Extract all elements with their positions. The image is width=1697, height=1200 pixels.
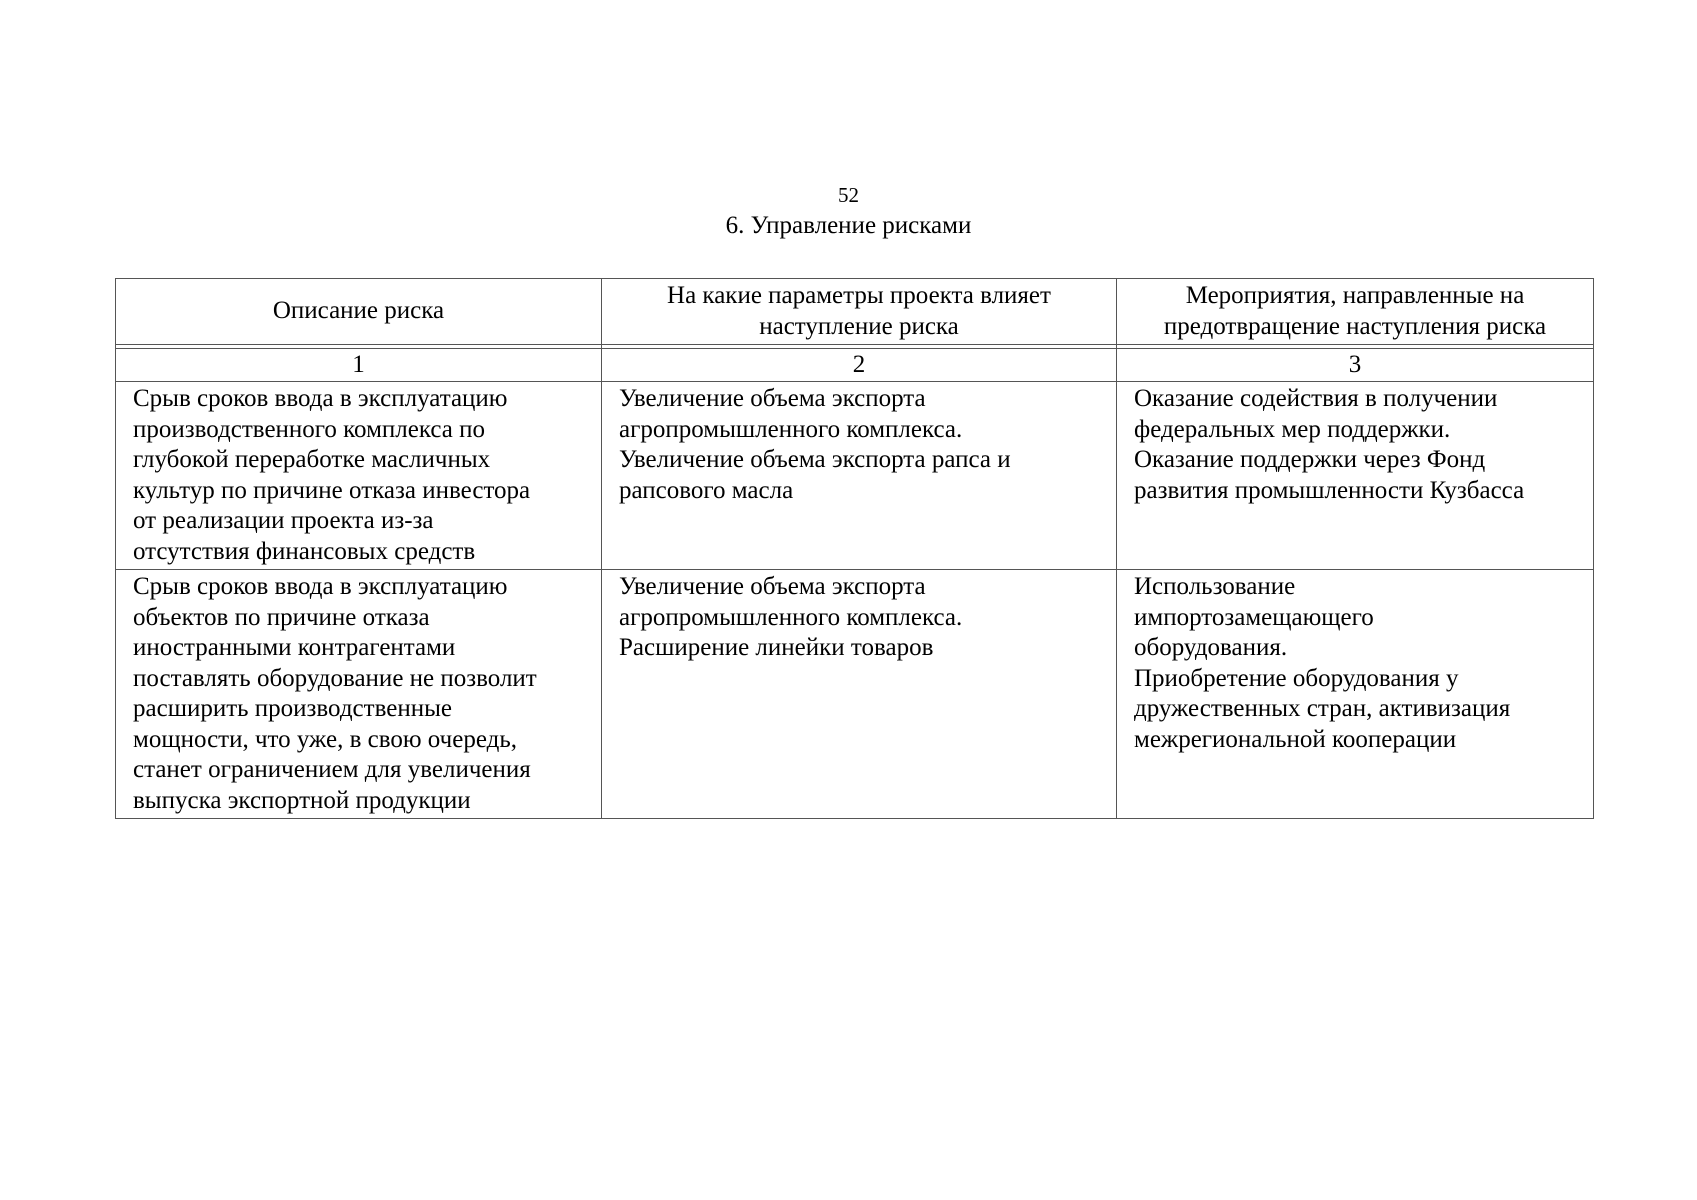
table-row [116, 382, 1594, 570]
text-line: объектов по причине отказа [133, 603, 430, 631]
text-line: культур по причине отказа инвестора [133, 476, 531, 504]
risk-table [115, 278, 1594, 819]
table-header-row [116, 279, 1594, 345]
text-line: поставлять оборудование не позволит [133, 664, 537, 692]
text-line: иностранными контрагентами [133, 634, 456, 661]
text-line: оборудования. [1134, 634, 1288, 661]
text-line: дружественных стран, активизация [1134, 695, 1511, 722]
text-line: развития промышленности Кузбасса [1134, 476, 1525, 504]
text-line: производственного комплекса по [133, 415, 486, 443]
column-number-row [116, 349, 1594, 382]
text-line: станет ограничением для увеличения [133, 756, 531, 783]
header-line: На какие параметры проекта влияет [667, 282, 1051, 309]
text-line: отсутствия финансовых средств [133, 537, 476, 565]
header-line: наступление риска [759, 312, 959, 340]
text-line: Оказание поддержки через Фонд [1134, 446, 1486, 473]
text-line: Увеличение объема экспорта рапса и [619, 446, 1011, 473]
text-line: расширить производственные [133, 695, 452, 722]
text-line: Оказание содействия в получении [1134, 385, 1498, 412]
text-line: федеральных мер поддержки. [1134, 415, 1451, 443]
affected-parameters-cell [602, 570, 1117, 819]
text-line: Увеличение объема экспорта [619, 573, 926, 600]
text-line: Расширение линейки товаров [619, 634, 934, 661]
text-line: рапсового масла [619, 476, 794, 504]
text-line: от реализации проекта из-за [133, 507, 434, 534]
risk-description-cell [116, 570, 602, 819]
header-line: предотвращение наступления риска [1163, 312, 1547, 340]
text-line: Срыв сроков ввода в эксплуатацию [133, 573, 508, 600]
risk-description-cell [116, 382, 602, 570]
text-line: мощности, что уже, в свою очередь, [133, 725, 517, 753]
header-prevention-measures [1117, 279, 1594, 345]
text-line: агропромышленного комплекса. [619, 603, 963, 631]
text-line: Использование [1134, 573, 1296, 600]
text-line: агропромышленного комплекса. [619, 415, 963, 443]
column-number: 2 [602, 349, 1117, 382]
text-line: Приобретение оборудования у [1134, 664, 1459, 692]
section-title: 6. Управление рисками [725, 212, 972, 239]
text-line: выпуска экспортной продукции [133, 786, 471, 814]
text-line: Срыв сроков ввода в эксплуатацию [133, 385, 508, 412]
affected-parameters-cell [602, 382, 1117, 570]
header-line: Мероприятия, направленные на [1185, 282, 1525, 309]
page-number: 52 [838, 183, 859, 207]
text-line: импортозамещающего [1134, 603, 1374, 631]
header-affected-parameters [602, 279, 1117, 345]
table-row [116, 570, 1594, 819]
text-line: межрегиональной кооперации [1134, 725, 1457, 753]
column-number: 1 [116, 349, 602, 382]
text-line: Увеличение объема экспорта [619, 385, 926, 412]
prevention-measures-cell [1117, 382, 1594, 570]
text-line: глубокой переработке масличных [133, 446, 491, 473]
column-number: 3 [1117, 349, 1594, 382]
header-line: Описание риска [272, 297, 445, 325]
prevention-measures-cell [1117, 570, 1594, 819]
header-risk-description [116, 279, 602, 345]
